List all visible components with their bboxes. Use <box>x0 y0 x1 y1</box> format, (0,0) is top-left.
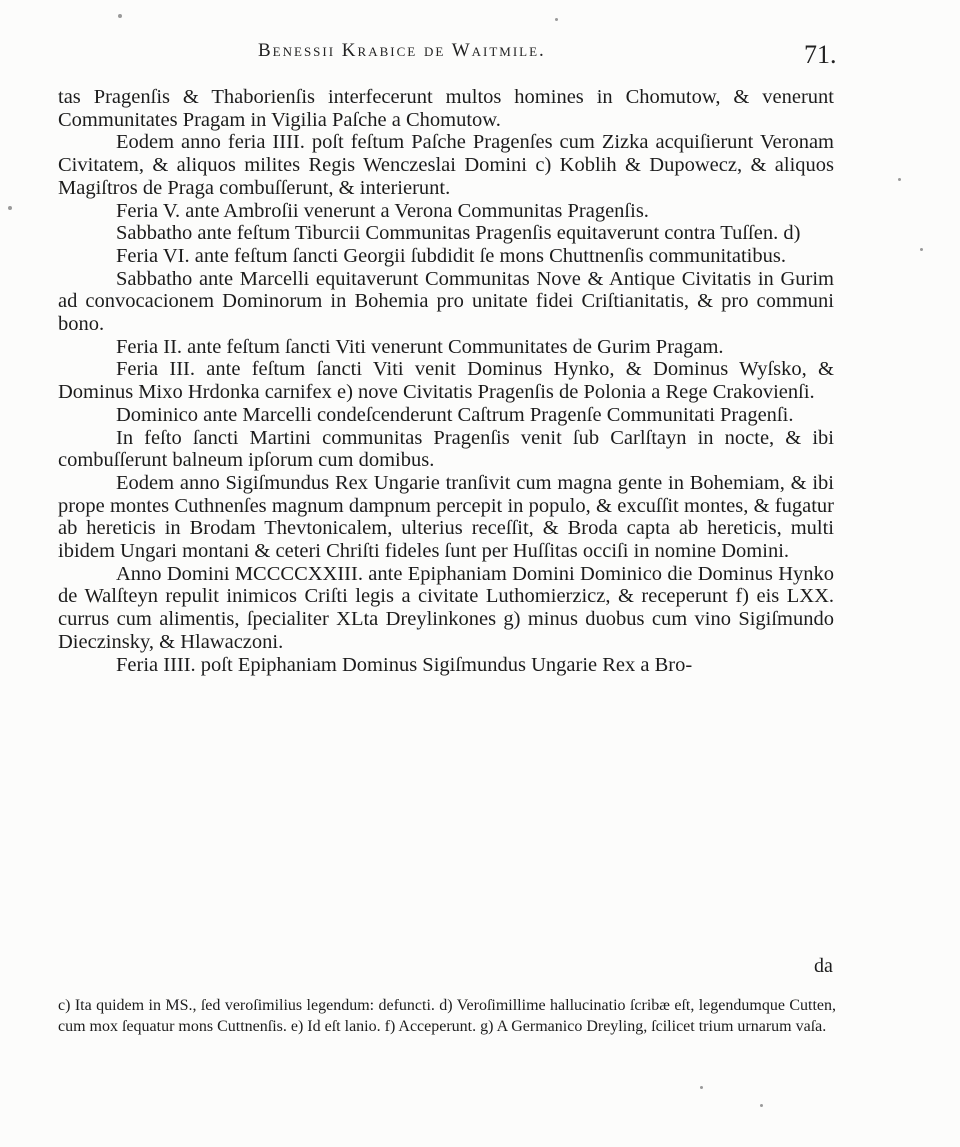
paragraph: Feria II. ante feſtum ſancti Viti venerunt Communitates de Gurim Pragam. <box>116 335 724 358</box>
scan-speck <box>8 206 12 210</box>
paragraph: tas Pragenſis & Thaborienſis interfecerunt multos homines in Chomutow, & venerunt Communitates Pragam in Vigilia Paſche a Chomutow. <box>58 86 834 131</box>
paragraph: In feſto ſancti Martini communitas Pragenſis venit ſub Carlſtayn in nocte, & ibi combuſſerunt balneum ipſorum cum domibus. <box>58 426 834 472</box>
footnotes <box>58 995 836 1037</box>
paragraph: Feria IIII. poſt Epiphaniam Dominus Sigiſmundus Ungarie Rex a Bro- <box>116 653 693 676</box>
scan-speck <box>118 14 122 18</box>
scan-speck <box>920 248 923 251</box>
paragraph: Eodem anno Sigiſmundus Rex Ungarie tranſivit cum magna gente in Bohemiam, & ibi prope montes Cuthnenſes magnum dampnum percepit in populo, & excuſſit montes, & fugatur ab hereticis in Brodam Thevtonicalem, ulterius receſſit, & Broda capta ab hereticis, multi ibidem Ungari montani & ceteri Chriſti fideles ſunt per Huſſitas occiſi in nomine Domini. <box>58 471 834 563</box>
footnote: c) Ita quidem in MS., ſed veroſimilius legendum: defuncti. d) Veroſimillime hallucinatio ſcribæ eſt, legendumque Cutten, cum mox ſequatur mons Cuttnenſis. e) Id eſt lanio. f) Acceperunt. g) A Germanico Dreyling, ſcilicet trium urnarum vaſa. <box>58 997 836 1035</box>
paragraph: Sabbatho ante feſtum Tiburcii Communitas Pragenſis equitaverunt contra Tuſſen. d) <box>116 222 801 245</box>
paragraph: Eodem anno feria IIII. poſt feſtum Paſche Pragenſes cum Zizka acquiſierunt Veronam Civitatem, & aliquos milites Regis Wenczeslai Domini c) Koblih & Dupowecz, & aliquos Magiſtros de Praga combuſſerunt, & interierunt. <box>58 131 834 199</box>
paragraph: Dominico ante Marcelli condeſcenderunt Caſtrum Pragenſe Communitati Pragenſi. <box>116 403 794 426</box>
catchword: da <box>814 955 833 977</box>
paragraph: Feria III. ante feſtum ſancti Viti venit Dominus Hynko, & Dominus Wyſsko, & Dominus Mixo Hrdonka carnifex e) nove Civitatis Pragenſis de Polonia a Rege Crakovienſi. <box>58 358 834 404</box>
scan-speck <box>760 1104 763 1107</box>
paragraph: Anno Domini MCCCCXXIII. ante Epiphaniam Domini Dominico die Dominus Hynko de Walſteyn repulit inimicos Criſti legis a civitate Luthomierzicz, & receperunt f) eis LXX. currus cum alimentis, ſpecialiter XLta Dreylinkones g) minus duobus cum vino Sigiſmundo Dieczinsky, & Hlawaczoni. <box>58 562 834 653</box>
scan-speck <box>898 178 901 181</box>
paragraph: Sabbatho ante Marcelli equitaverunt Communitas Nove & Antique Civitatis in Gurim ad convocacionem Dominorum in Bohemia pro unitate fidei Criſtianitatis, & pro communi bono. <box>58 267 834 336</box>
running-head: Benessii Krabice de Waitmile. <box>258 40 546 61</box>
paragraph: Feria V. ante Ambroſii venerunt a Verona Communitas Pragenſis. <box>116 199 649 222</box>
scan-speck <box>700 1086 703 1089</box>
main-text <box>58 86 834 676</box>
paragraph: Feria VI. ante feſtum ſancti Georgii ſubdidit ſe mons Chuttnenſis communitatibus. <box>116 244 786 267</box>
scan-speck <box>555 18 558 21</box>
page-number: 71. <box>804 40 837 69</box>
